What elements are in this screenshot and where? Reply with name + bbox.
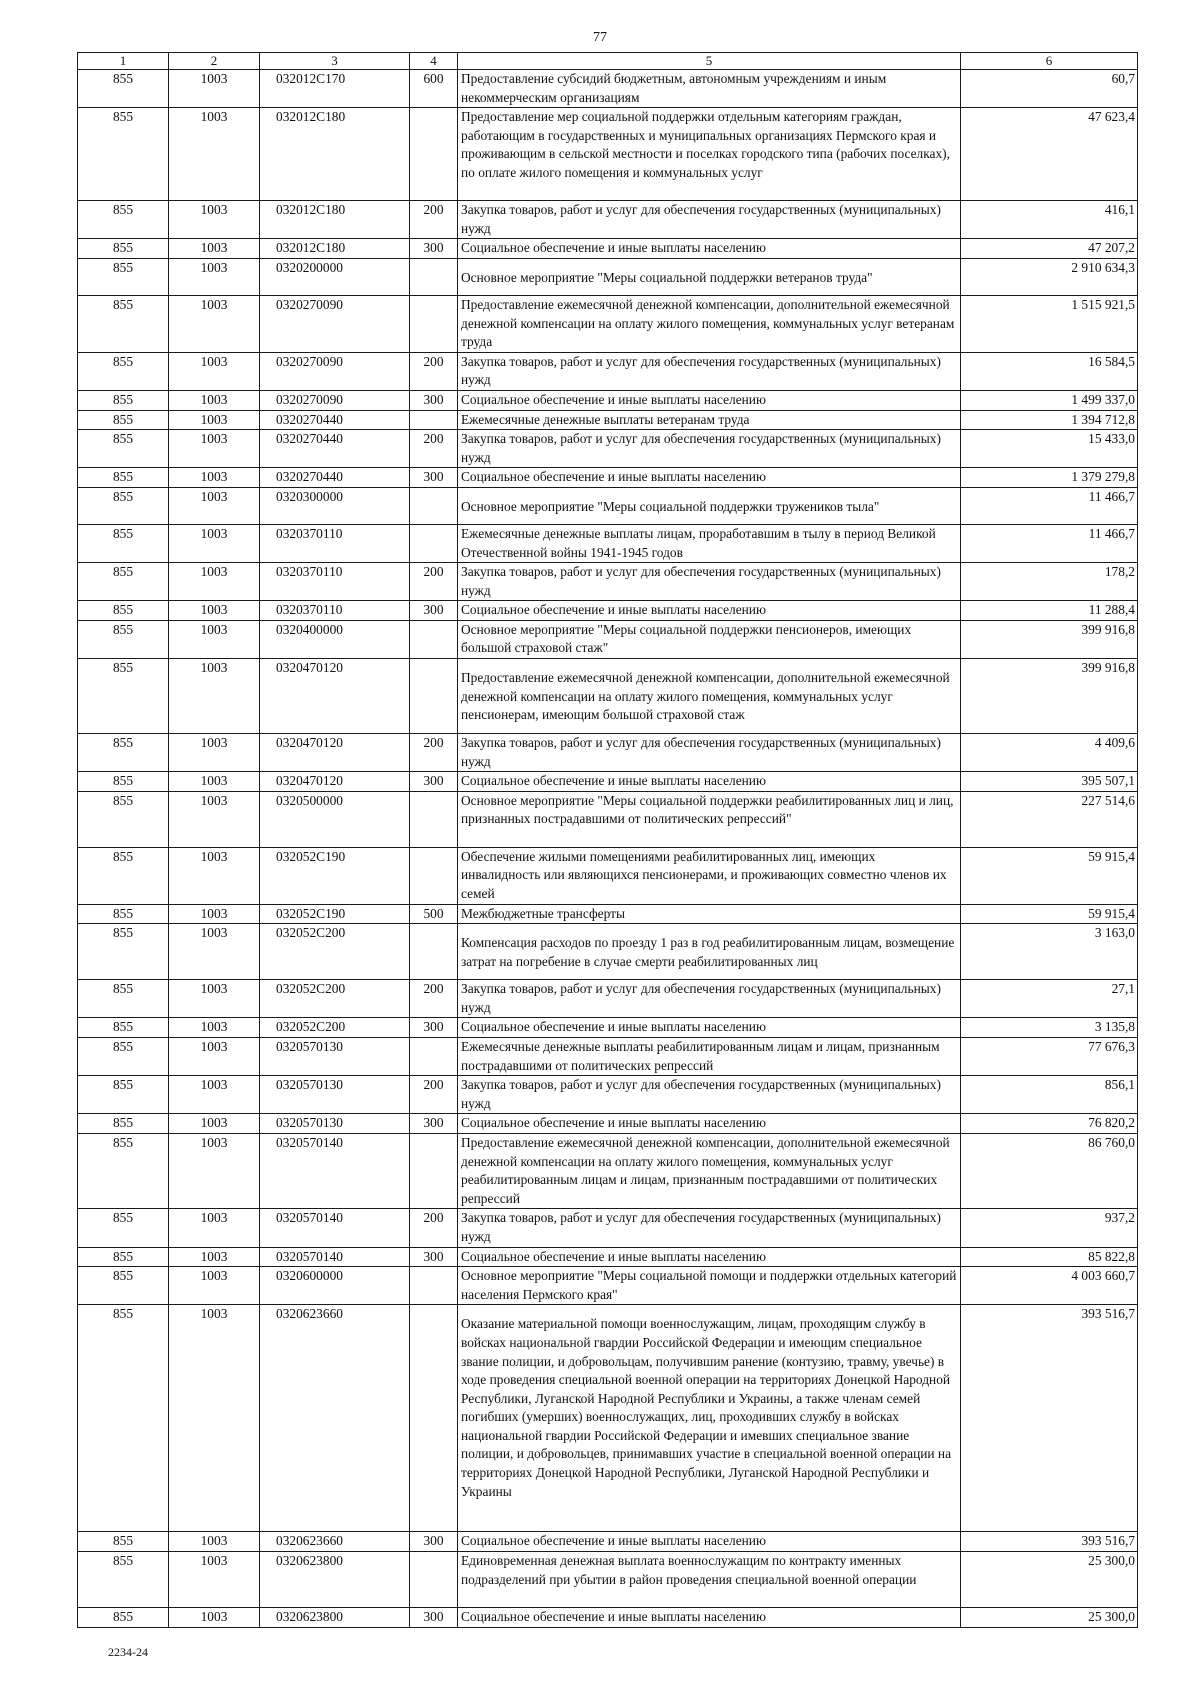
cell-amount: 178,2 [961,563,1138,601]
cell-description: Основное мероприятие "Меры социальной поддержки пенсионеров, имеющих большой страховой стаж" [458,620,961,658]
cell-amount: 3 135,8 [961,1018,1138,1038]
cell-amount: 393 516,7 [961,1305,1138,1532]
cell-target-article: 0320623800 [260,1607,410,1627]
cell-section-code: 1003 [169,1038,260,1076]
table-row [78,791,1138,847]
cell-expense-type: 300 [410,1532,458,1552]
cell-section-code: 1003 [169,468,260,488]
cell-section-code: 1003 [169,1018,260,1038]
cell-admin-code: 855 [78,601,169,621]
cell-amount: 11 466,7 [961,487,1138,524]
cell-amount: 59 915,4 [961,847,1138,904]
cell-section-code: 1003 [169,904,260,924]
cell-amount: 76 820,2 [961,1114,1138,1134]
cell-admin-code: 855 [78,295,169,352]
column-header-4: 4 [410,53,458,70]
cell-description: Закупка товаров, работ и услуг для обеспечения государственных (муниципальных) нужд [458,1076,961,1114]
cell-expense-type [410,1267,458,1305]
document-code: 2234-24 [108,1645,148,1659]
cell-admin-code: 855 [78,847,169,904]
cell-amount: 399 916,8 [961,659,1138,734]
table-row [78,924,1138,980]
table-row [78,1209,1138,1247]
cell-section-code: 1003 [169,108,260,201]
cell-amount: 4 003 660,7 [961,1267,1138,1305]
cell-target-article: 0320570130 [260,1114,410,1134]
table-row [78,601,1138,621]
cell-description: Основное мероприятие "Меры социальной поддержки тружеников тыла" [458,487,961,524]
table-row [78,1133,1138,1208]
cell-description: Социальное обеспечение и иные выплаты населению [458,1247,961,1267]
table-row [78,1305,1138,1532]
cell-section-code: 1003 [169,352,260,390]
cell-target-article: 0320570140 [260,1209,410,1247]
cell-target-article: 0320370110 [260,524,410,562]
cell-expense-type: 300 [410,1247,458,1267]
table-row [78,734,1138,772]
cell-expense-type: 500 [410,904,458,924]
cell-section-code: 1003 [169,1133,260,1208]
cell-amount: 1 515 921,5 [961,295,1138,352]
cell-amount: 85 822,8 [961,1247,1138,1267]
cell-amount: 937,2 [961,1209,1138,1247]
table-row [78,1607,1138,1627]
table-row [78,1247,1138,1267]
cell-description: Закупка товаров, работ и услуг для обеспечения государственных (муниципальных) нужд [458,430,961,468]
cell-expense-type [410,1305,458,1532]
cell-expense-type: 300 [410,601,458,621]
cell-section-code: 1003 [169,791,260,847]
cell-amount: 16 584,5 [961,352,1138,390]
cell-expense-type [410,1551,458,1607]
cell-admin-code: 855 [78,659,169,734]
table-row [78,430,1138,468]
cell-expense-type [410,524,458,562]
cell-admin-code: 855 [78,1076,169,1114]
cell-section-code: 1003 [169,1267,260,1305]
cell-description: Предоставление ежемесячной денежной компенсации, дополнительной ежемесячной денежной компенсации на оплату жилого помещения, коммунальных услуг пенсионерам, имеющим большой страховой стаж [458,659,961,734]
cell-amount: 25 300,0 [961,1607,1138,1627]
cell-target-article: 0320200000 [260,258,410,295]
cell-target-article: 0320600000 [260,1267,410,1305]
table-row [78,904,1138,924]
cell-section-code: 1003 [169,1247,260,1267]
table-row [78,201,1138,239]
table-row [78,390,1138,410]
cell-amount: 47 207,2 [961,239,1138,259]
table-row [78,1114,1138,1134]
cell-section-code: 1003 [169,430,260,468]
cell-description: Предоставление субсидий бюджетным, автономным учреждениям и иным некоммерческим организациям [458,70,961,108]
cell-admin-code: 855 [78,772,169,792]
cell-expense-type: 300 [410,468,458,488]
cell-expense-type [410,108,458,201]
cell-target-article: 032052С200 [260,980,410,1018]
cell-amount: 86 760,0 [961,1133,1138,1208]
cell-section-code: 1003 [169,1305,260,1532]
cell-amount: 11 288,4 [961,601,1138,621]
cell-expense-type: 200 [410,1209,458,1247]
cell-expense-type [410,487,458,524]
column-header-3: 3 [260,53,410,70]
cell-target-article: 0320400000 [260,620,410,658]
cell-expense-type: 200 [410,201,458,239]
cell-target-article: 032052С200 [260,924,410,980]
cell-section-code: 1003 [169,659,260,734]
cell-amount: 399 916,8 [961,620,1138,658]
table-row [78,524,1138,562]
cell-amount: 47 623,4 [961,108,1138,201]
cell-target-article: 0320300000 [260,487,410,524]
cell-description: Основное мероприятие "Меры социальной поддержки реабилитированных лиц и лиц, признанных пострадавшими от политических репрессий" [458,791,961,847]
cell-description: Закупка товаров, работ и услуг для обеспечения государственных (муниципальных) нужд [458,563,961,601]
cell-target-article: 0320470120 [260,772,410,792]
cell-amount: 60,7 [961,70,1138,108]
cell-admin-code: 855 [78,924,169,980]
cell-section-code: 1003 [169,847,260,904]
cell-expense-type [410,1133,458,1208]
cell-expense-type: 300 [410,1114,458,1134]
header-row [78,53,1138,70]
cell-expense-type: 300 [410,1018,458,1038]
cell-section-code: 1003 [169,258,260,295]
table-row [78,410,1138,430]
cell-amount: 3 163,0 [961,924,1138,980]
cell-description: Основное мероприятие "Меры социальной поддержки ветеранов труда" [458,258,961,295]
table-row [78,70,1138,108]
cell-expense-type [410,659,458,734]
cell-target-article: 0320623800 [260,1551,410,1607]
cell-section-code: 1003 [169,563,260,601]
cell-section-code: 1003 [169,620,260,658]
cell-target-article: 0320370110 [260,601,410,621]
table-row [78,659,1138,734]
cell-amount: 1 394 712,8 [961,410,1138,430]
cell-description: Ежемесячные денежные выплаты лицам, проработавшим в тылу в период Великой Отечественной войны 1941-1945 годов [458,524,961,562]
cell-target-article: 0320570130 [260,1038,410,1076]
cell-admin-code: 855 [78,1607,169,1627]
cell-target-article: 032052С190 [260,904,410,924]
cell-amount: 15 433,0 [961,430,1138,468]
cell-target-article: 0320270440 [260,430,410,468]
table-row [78,295,1138,352]
cell-section-code: 1003 [169,70,260,108]
cell-target-article: 0320570130 [260,1076,410,1114]
cell-expense-type [410,258,458,295]
cell-section-code: 1003 [169,1209,260,1247]
cell-target-article: 0320270440 [260,468,410,488]
cell-description: Закупка товаров, работ и услуг для обеспечения государственных (муниципальных) нужд [458,352,961,390]
cell-target-article: 0320270090 [260,295,410,352]
cell-amount: 395 507,1 [961,772,1138,792]
cell-admin-code: 855 [78,468,169,488]
cell-amount: 77 676,3 [961,1038,1138,1076]
cell-target-article: 032052С200 [260,1018,410,1038]
page-number: 77 [593,30,607,45]
cell-admin-code: 855 [78,70,169,108]
cell-description: Социальное обеспечение и иные выплаты населению [458,772,961,792]
cell-target-article: 0320270090 [260,390,410,410]
cell-expense-type [410,295,458,352]
cell-admin-code: 855 [78,1018,169,1038]
cell-amount: 856,1 [961,1076,1138,1114]
table-row [78,1551,1138,1607]
cell-target-article: 032052С190 [260,847,410,904]
cell-section-code: 1003 [169,734,260,772]
cell-description: Социальное обеспечение и иные выплаты населению [458,1532,961,1552]
table-row [78,847,1138,904]
table-row [78,108,1138,201]
cell-section-code: 1003 [169,201,260,239]
cell-expense-type: 200 [410,430,458,468]
cell-target-article: 032012С170 [260,70,410,108]
table-row [78,258,1138,295]
cell-section-code: 1003 [169,239,260,259]
cell-admin-code: 855 [78,487,169,524]
cell-section-code: 1003 [169,601,260,621]
cell-description: Компенсация расходов по проезду 1 раз в год реабилитированным лицам, возмещение затрат на погребение в случае смерти реабилитированных лиц [458,924,961,980]
cell-description: Межбюджетные трансферты [458,904,961,924]
table-row [78,352,1138,390]
cell-description: Оказание материальной помощи военнослужащим, лицам, проходящим службу в войсках национальной гвардии Российской Федерации и имеющим специальное звание полиции, и добровольцам, получившим ранение (контузию, травму, увечье) в ходе проведения специальной военной операции на территориях Донецкой Народной Республики, Луганской Народной Республики и Украины, а также членам семей погибших (умерших) военнослужащих, лиц, проходивших службу в войсках национальной гвардии Российской Федерации и имевших специальное звание полиции, и добровольцев, принимавших участие в специальной военной операции на территориях Донецкой Народной Республики, Луганской Народной Республики и Украины [458,1305,961,1532]
cell-description: Социальное обеспечение и иные выплаты населению [458,468,961,488]
cell-expense-type: 200 [410,352,458,390]
cell-expense-type [410,410,458,430]
cell-admin-code: 855 [78,410,169,430]
table-row [78,1532,1138,1552]
cell-amount: 2 910 634,3 [961,258,1138,295]
cell-description: Закупка товаров, работ и услуг для обеспечения государственных (муниципальных) нужд [458,734,961,772]
cell-admin-code: 855 [78,1305,169,1532]
cell-expense-type: 200 [410,734,458,772]
cell-target-article: 0320470120 [260,734,410,772]
cell-amount: 27,1 [961,980,1138,1018]
cell-description: Закупка товаров, работ и услуг для обеспечения государственных (муниципальных) нужд [458,980,961,1018]
table-row [78,1267,1138,1305]
cell-expense-type: 200 [410,980,458,1018]
cell-admin-code: 855 [78,201,169,239]
cell-description: Ежемесячные денежные выплаты ветеранам труда [458,410,961,430]
cell-amount: 1 379 279,8 [961,468,1138,488]
cell-description: Основное мероприятие "Меры социальной помощи и поддержки отдельных категорий населения Пермского края" [458,1267,961,1305]
table-row [78,239,1138,259]
cell-section-code: 1003 [169,295,260,352]
cell-admin-code: 855 [78,1209,169,1247]
cell-admin-code: 855 [78,1247,169,1267]
cell-description: Социальное обеспечение и иные выплаты населению [458,1114,961,1134]
cell-amount: 11 466,7 [961,524,1138,562]
cell-admin-code: 855 [78,352,169,390]
cell-expense-type [410,1038,458,1076]
cell-admin-code: 855 [78,1038,169,1076]
column-header-5: 5 [458,53,961,70]
table-row [78,1018,1138,1038]
cell-expense-type [410,620,458,658]
table-row [78,980,1138,1018]
cell-amount: 59 915,4 [961,904,1138,924]
cell-admin-code: 855 [78,1114,169,1134]
table-row [78,620,1138,658]
cell-section-code: 1003 [169,772,260,792]
cell-description: Предоставление ежемесячной денежной компенсации, дополнительной ежемесячной денежной компенсации на оплату жилого помещения, коммунальных услуг ветеранам труда [458,295,961,352]
cell-expense-type: 300 [410,772,458,792]
cell-target-article: 0320270440 [260,410,410,430]
cell-target-article: 0320570140 [260,1133,410,1208]
cell-admin-code: 855 [78,258,169,295]
cell-expense-type: 300 [410,239,458,259]
cell-target-article: 0320270090 [260,352,410,390]
cell-description: Предоставление ежемесячной денежной компенсации, дополнительной ежемесячной денежной компенсации на оплату жилого помещения, коммунальных услуг реабилитированным лицам и лицам, признанным пострадавшими от политических репрессий [458,1133,961,1208]
cell-description: Ежемесячные денежные выплаты реабилитированным лицам и лицам, признанным пострадавшими от политических репрессий [458,1038,961,1076]
table-row [78,468,1138,488]
cell-expense-type [410,791,458,847]
cell-description: Социальное обеспечение и иные выплаты населению [458,1018,961,1038]
cell-admin-code: 855 [78,791,169,847]
cell-admin-code: 855 [78,108,169,201]
cell-admin-code: 855 [78,620,169,658]
cell-admin-code: 855 [78,430,169,468]
cell-target-article: 032012С180 [260,108,410,201]
cell-section-code: 1003 [169,487,260,524]
cell-target-article: 0320623660 [260,1532,410,1552]
cell-target-article: 032012С180 [260,201,410,239]
cell-expense-type: 300 [410,390,458,410]
cell-section-code: 1003 [169,524,260,562]
cell-section-code: 1003 [169,1551,260,1607]
cell-admin-code: 855 [78,980,169,1018]
cell-description: Социальное обеспечение и иные выплаты населению [458,390,961,410]
cell-section-code: 1003 [169,410,260,430]
cell-admin-code: 855 [78,1532,169,1552]
cell-target-article: 032012С180 [260,239,410,259]
cell-target-article: 0320623660 [260,1305,410,1532]
cell-target-article: 0320370110 [260,563,410,601]
cell-admin-code: 855 [78,734,169,772]
column-header-6: 6 [961,53,1138,70]
table-row [78,1038,1138,1076]
cell-expense-type: 200 [410,1076,458,1114]
cell-section-code: 1003 [169,390,260,410]
cell-description: Социальное обеспечение и иные выплаты населению [458,601,961,621]
cell-amount: 1 499 337,0 [961,390,1138,410]
cell-description: Предоставление мер социальной поддержки отдельным категориям граждан, работающим в государственных и муниципальных организациях Пермского края и проживающим в сельской местности и поселках городского типа (рабочих поселках), по оплате жилого помещения и коммунальных услуг [458,108,961,201]
cell-target-article: 0320570140 [260,1247,410,1267]
cell-admin-code: 855 [78,563,169,601]
cell-section-code: 1003 [169,924,260,980]
cell-section-code: 1003 [169,1114,260,1134]
cell-amount: 416,1 [961,201,1138,239]
cell-description: Социальное обеспечение и иные выплаты населению [458,1607,961,1627]
cell-amount: 25 300,0 [961,1551,1138,1607]
cell-expense-type [410,924,458,980]
cell-section-code: 1003 [169,980,260,1018]
cell-description: Социальное обеспечение и иные выплаты населению [458,239,961,259]
table-row [78,563,1138,601]
column-header-1: 1 [78,53,169,70]
table-body [78,70,1138,1628]
cell-expense-type: 200 [410,563,458,601]
table-row [78,772,1138,792]
cell-description: Закупка товаров, работ и услуг для обеспечения государственных (муниципальных) нужд [458,201,961,239]
cell-admin-code: 855 [78,1133,169,1208]
table-row [78,487,1138,524]
cell-target-article: 0320470120 [260,659,410,734]
cell-admin-code: 855 [78,1551,169,1607]
cell-description: Единовременная денежная выплата военнослужащим по контракту именных подразделений при убытии в район проведения специальной военной операции [458,1551,961,1607]
cell-amount: 393 516,7 [961,1532,1138,1552]
cell-expense-type: 300 [410,1607,458,1627]
cell-amount: 227 514,6 [961,791,1138,847]
cell-section-code: 1003 [169,1607,260,1627]
cell-description: Обеспечение жилыми помещениями реабилитированных лиц, имеющих инвалидность или являющихся пенсионерами, и проживающих совместно членов их семей [458,847,961,904]
cell-admin-code: 855 [78,904,169,924]
table-row [78,1076,1138,1114]
budget-table [77,52,1138,1628]
cell-expense-type: 600 [410,70,458,108]
cell-expense-type [410,847,458,904]
cell-admin-code: 855 [78,524,169,562]
cell-section-code: 1003 [169,1076,260,1114]
cell-admin-code: 855 [78,239,169,259]
cell-target-article: 0320500000 [260,791,410,847]
cell-admin-code: 855 [78,390,169,410]
column-header-2: 2 [169,53,260,70]
cell-amount: 4 409,6 [961,734,1138,772]
cell-description: Закупка товаров, работ и услуг для обеспечения государственных (муниципальных) нужд [458,1209,961,1247]
cell-section-code: 1003 [169,1532,260,1552]
cell-admin-code: 855 [78,1267,169,1305]
